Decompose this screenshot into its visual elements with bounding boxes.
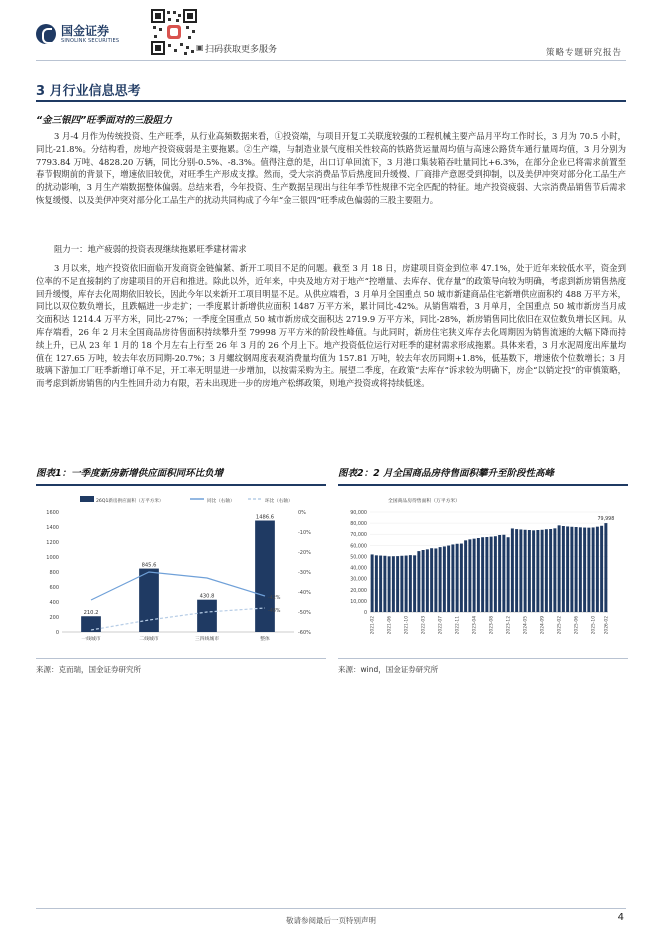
bar-unsold-area	[524, 530, 527, 612]
bar-unsold-area	[575, 527, 578, 612]
bar-data-label: 210.2	[83, 610, 99, 617]
bar-unsold-area	[604, 523, 607, 612]
qr-code-icon[interactable]	[150, 8, 198, 56]
bar-supply	[255, 521, 275, 632]
x-tick-label: 2025-10	[591, 616, 597, 635]
x-tick-label: 2022-11	[455, 616, 461, 635]
bar-unsold-area	[515, 529, 518, 612]
legend-swatch-supply	[80, 496, 94, 502]
page-header	[0, 0, 662, 64]
bar-unsold-area	[383, 556, 386, 612]
y-tick-label: 10,000	[350, 599, 367, 605]
new-supply-bar-chart	[36, 490, 326, 652]
section-divider	[36, 100, 626, 102]
bar-unsold-area	[587, 528, 590, 612]
x-tick-label: 2023-04	[472, 616, 478, 635]
y2-tick-label: -60%	[298, 630, 311, 636]
x-tick-label: 2021-10	[404, 616, 410, 635]
figure-1-title: 图表1：一季度新房新增供应面积同环比负增	[36, 466, 326, 486]
bar-unsold-area	[528, 530, 531, 612]
bar-unsold-area	[498, 535, 501, 612]
bar-unsold-area	[592, 527, 595, 612]
y-tick-label: 30,000	[350, 577, 367, 583]
x-tick-label: 2025-02	[557, 616, 563, 635]
y-tick-label: 600	[49, 585, 59, 591]
bar-data-label: 79,998	[597, 517, 615, 523]
company-logo	[36, 24, 119, 44]
subheading: “金三银四”旺季面对的三股阻力	[36, 115, 172, 126]
x-tick-label: 整体	[260, 637, 270, 642]
legend-label-yoy: 同比（右轴）	[207, 499, 235, 504]
bar-unsold-area	[511, 528, 514, 612]
bar-unsold-area	[490, 537, 493, 612]
bar-data-label: 1486.6	[255, 514, 275, 521]
bar-unsold-area	[413, 555, 416, 612]
bar-unsold-area	[422, 550, 425, 612]
bar-unsold-area	[494, 536, 497, 612]
figure-2-title: 图表2：2 月全国商品房待售面积攀升至阶段性高峰	[338, 466, 628, 486]
line-mom	[91, 608, 265, 630]
y-tick-label: 400	[49, 600, 59, 606]
bar-unsold-area	[456, 544, 459, 612]
x-tick-label: 2023-12	[506, 616, 512, 635]
bar-unsold-area	[460, 544, 463, 612]
bar-unsold-area	[536, 530, 539, 612]
y-tick-label: 800	[49, 570, 59, 576]
bar-unsold-area	[507, 537, 510, 612]
bar-unsold-area	[558, 525, 561, 612]
chart2-title: 全国商品房待售面积（万平方米）	[388, 499, 460, 504]
bar-unsold-area	[392, 556, 395, 612]
section-title: 3 月行业信息思考	[36, 84, 141, 99]
bar-unsold-area	[434, 548, 437, 612]
bar-unsold-area	[549, 529, 552, 612]
x-tick-label: 2022-03	[421, 616, 427, 635]
y2-tick-label: -30%	[298, 570, 311, 576]
figure-1-source: 来源：克而瑞，国金证券研究所	[36, 665, 141, 674]
bar-unsold-area	[502, 535, 505, 612]
x-tick-label: 2024-09	[540, 616, 546, 635]
disclaimer-notice[interactable]: 敬请参阅最后一页特别声明	[286, 916, 376, 925]
figure-1-divider	[36, 658, 326, 659]
y-tick-label: 200	[49, 615, 59, 621]
bar-unsold-area	[579, 527, 582, 612]
logo-cn-text: 国金证券	[61, 23, 110, 38]
bar-unsold-area	[596, 527, 599, 612]
figure-2-source: 来源：wind，国金证券研究所	[338, 665, 439, 674]
y-tick-label: 40,000	[350, 566, 367, 572]
x-tick-label: 2021-02	[370, 616, 376, 635]
bar-unsold-area	[375, 555, 378, 612]
bar-unsold-area	[473, 539, 476, 612]
bar-unsold-area	[541, 530, 544, 612]
x-tick-label: 一线城市	[81, 637, 101, 642]
line-label-mom: -48%	[268, 609, 281, 614]
bar-data-label: 430.8	[199, 593, 215, 600]
bar-unsold-area	[553, 528, 556, 612]
bar-unsold-area	[405, 556, 408, 612]
x-tick-label: 三四线城市	[195, 637, 219, 642]
y2-tick-label: -20%	[298, 550, 311, 556]
bar-unsold-area	[468, 539, 471, 612]
paragraph-overview: 3 月-4 月作为传统投资、生产旺季，从行业高频数据来看，①投资端，与项目开复工关联度较强的工程机械主要产品月平均工作时长，3 月为 70.5 小时，同比-21.8%。分结构看，房地产投资疲弱是主要拖累。②生产端，与制造业景气度相关性较高的铁路货运量周均值与高速公路货车通行量周均值，3 月分别为 7793.84 万吨、4828.20 万辆，同比分别-0.5%、-8.3%。值得注意的是，出口订单回流下，3 月港口集装箱吞吐量同比+6.3%，在部分企业已将需求前置至春节假期前的背景下，增速依旧较优，对旺季生产形成支撑。然而，受大宗消费品节后热度回升缓慢、厂商排产意愿受到抑制，以及美伊冲突对部分化工品生产的扰动影响，3 月生产端数据整体偏弱。总结来看，今年投资、生产数据呈现出与往年季节性规律不完全匹配的特征。地产投资疲弱、大宗消费品销售节后需求恢复缓慢、以及美伊冲突对部分化工品生产的扰动共同构成了今年“金三银四”旺季成色偏弱的三股主要阻力。	[36, 131, 626, 205]
logo-mark-icon	[36, 24, 56, 44]
bar-supply	[139, 569, 159, 632]
y-tick-label: 80,000	[350, 522, 367, 528]
bar-unsold-area	[464, 540, 467, 612]
bar-unsold-area	[447, 546, 450, 612]
bar-unsold-area	[566, 526, 569, 612]
y-tick-label: 1400	[46, 525, 59, 531]
bar-unsold-area	[545, 529, 548, 612]
bar-data-label: 845.6	[141, 562, 157, 569]
bar-unsold-area	[379, 556, 382, 612]
y2-tick-label: -10%	[298, 530, 311, 536]
x-tick-label: 2026-02	[604, 616, 610, 635]
bar-unsold-area	[388, 556, 391, 612]
bar-unsold-area	[481, 537, 484, 612]
legend-label-supply: 26Q1新房供应面积（万平方米）	[96, 499, 164, 504]
y2-tick-label: 0%	[298, 510, 306, 516]
x-tick-label: 2021-06	[387, 616, 393, 635]
legend-label-mom: 环比（右轴）	[265, 499, 293, 504]
x-tick-label: 2024-05	[523, 616, 529, 635]
bar-unsold-area	[451, 544, 454, 612]
bar-unsold-area	[439, 547, 442, 612]
figure-2-divider	[338, 658, 628, 659]
bar-unsold-area	[396, 556, 399, 612]
x-tick-label: 2022-07	[438, 616, 444, 635]
chart1-legend	[80, 496, 293, 504]
y2-tick-label: -50%	[298, 610, 311, 616]
y-tick-label: 0	[55, 630, 59, 636]
y-tick-label: 20,000	[350, 588, 367, 594]
line-label-yoy: -42%	[268, 596, 281, 601]
y-tick-label: 1600	[46, 510, 59, 516]
paragraph-resistance-one-heading: 阻力一：地产疲弱的投资表现继续拖累旺季建材需求	[54, 244, 247, 254]
bar-unsold-area	[532, 530, 535, 612]
bar-unsold-area	[562, 526, 565, 612]
figure-2-chart	[338, 490, 628, 652]
bar-unsold-area	[426, 549, 429, 612]
footer-divider	[36, 908, 626, 909]
bar-unsold-area	[430, 548, 433, 612]
bar-unsold-area	[600, 526, 603, 612]
unsold-area-bar-chart	[338, 490, 628, 652]
bar-supply	[197, 600, 217, 632]
y-tick-label: 50,000	[350, 555, 367, 561]
bar-unsold-area	[519, 529, 522, 612]
bar-unsold-area	[485, 537, 488, 612]
scan-for-services-text: 扫码获取更多服务	[205, 45, 278, 55]
bar-unsold-area	[583, 528, 586, 612]
y-tick-label: 70,000	[350, 533, 367, 539]
bar-unsold-area	[570, 527, 573, 612]
y-tick-label: 1200	[46, 540, 59, 546]
paragraph-real-estate: 3 月以来，地产投资依旧面临开发商资金链偏紧、新开工项目不足的问题。截至 3 月 18 日，房建项目资金到位率 47.1%，处于近年来较低水平，资金到位率的不足直接制约了房建项目的开启和推进。除此以外，近年来，中央及地方对于地产“控增量、去库存、优存量”的政策导向较为明确，考虑到新房销售热度回升缓慢，库存去化周期依旧较长，因此今年以来新开工项目明显不足。从供应端看，3 月单月全国重点 50 城市新建商品住宅新增供应面积约 488 万平方米，同比以双位数负增长，且跌幅进一步走扩；一季度累计新增供应面积 1487 万平方米，累计同比-42%。从销售端看，3 月单月，全国重点 50 城市新房当月成交面积达 1214.4 万平方米，同比-27%；一季度全国重点 50 城市新房成交面积达 2719.9 万平方米，同比-28%，新房销售同比依旧在双位数负增长区间。从库存端看，26 年 2 月末全国商品房待售面积持续攀升至 79998 万平方米的阶段性峰值。与此同时，新房住宅狭义库存去化周期因为销售流速的大幅下降而持续上升，已从 23 年 1 月的 18 个月左右上行至 26 年 3 月的 26 个月上下。地产投资低位运行对旺季的建材需求形成拖累。具体来看，3 月水泥周度出库量均值在 127.65 万吨，较去年农历同期-20.7%；3 月螺纹钢周度表观消费量均值为 157.81 万吨，较去年农历同期+1.8%，低基数下，增速依个位数增长；3 月玻璃下游加工厂旺季新增订单不足，开工率无明显进一步增加，以按需采购为主。展望二季度，在政策“去库存”诉求较为明确下，房企“以销定投”的审慎策略，而考虑到新房销售的内生性回升动力有限，若未出现进一步的房地产松绑政策，则地产投资或将持续低迷。	[36, 263, 626, 389]
y-tick-label: 0	[363, 611, 367, 616]
x-tick-label: 2025-06	[574, 616, 580, 635]
bar-unsold-area	[477, 538, 480, 612]
report-type-label: 策略专题研究报告	[545, 48, 622, 58]
y-tick-label: 60,000	[350, 544, 367, 550]
bar-unsold-area	[443, 546, 446, 612]
y-tick-label: 1000	[46, 555, 59, 561]
bar-unsold-area	[417, 551, 420, 612]
logo-en-text: SINOLINK SECURITIES	[61, 37, 120, 44]
x-tick-label: 2023-08	[489, 616, 495, 635]
bar-unsold-area	[400, 556, 403, 612]
y2-tick-label: -40%	[298, 590, 311, 596]
line-yoy	[91, 572, 265, 600]
bar-unsold-area	[371, 554, 374, 612]
page-number: 4	[617, 912, 624, 923]
bar-unsold-area	[409, 555, 412, 612]
header-divider	[36, 60, 626, 61]
x-tick-label: 二线城市	[139, 637, 159, 642]
scan-icon: ▣	[196, 43, 204, 52]
figure-1-chart	[36, 490, 326, 652]
y-tick-label: 90,000	[350, 511, 367, 516]
